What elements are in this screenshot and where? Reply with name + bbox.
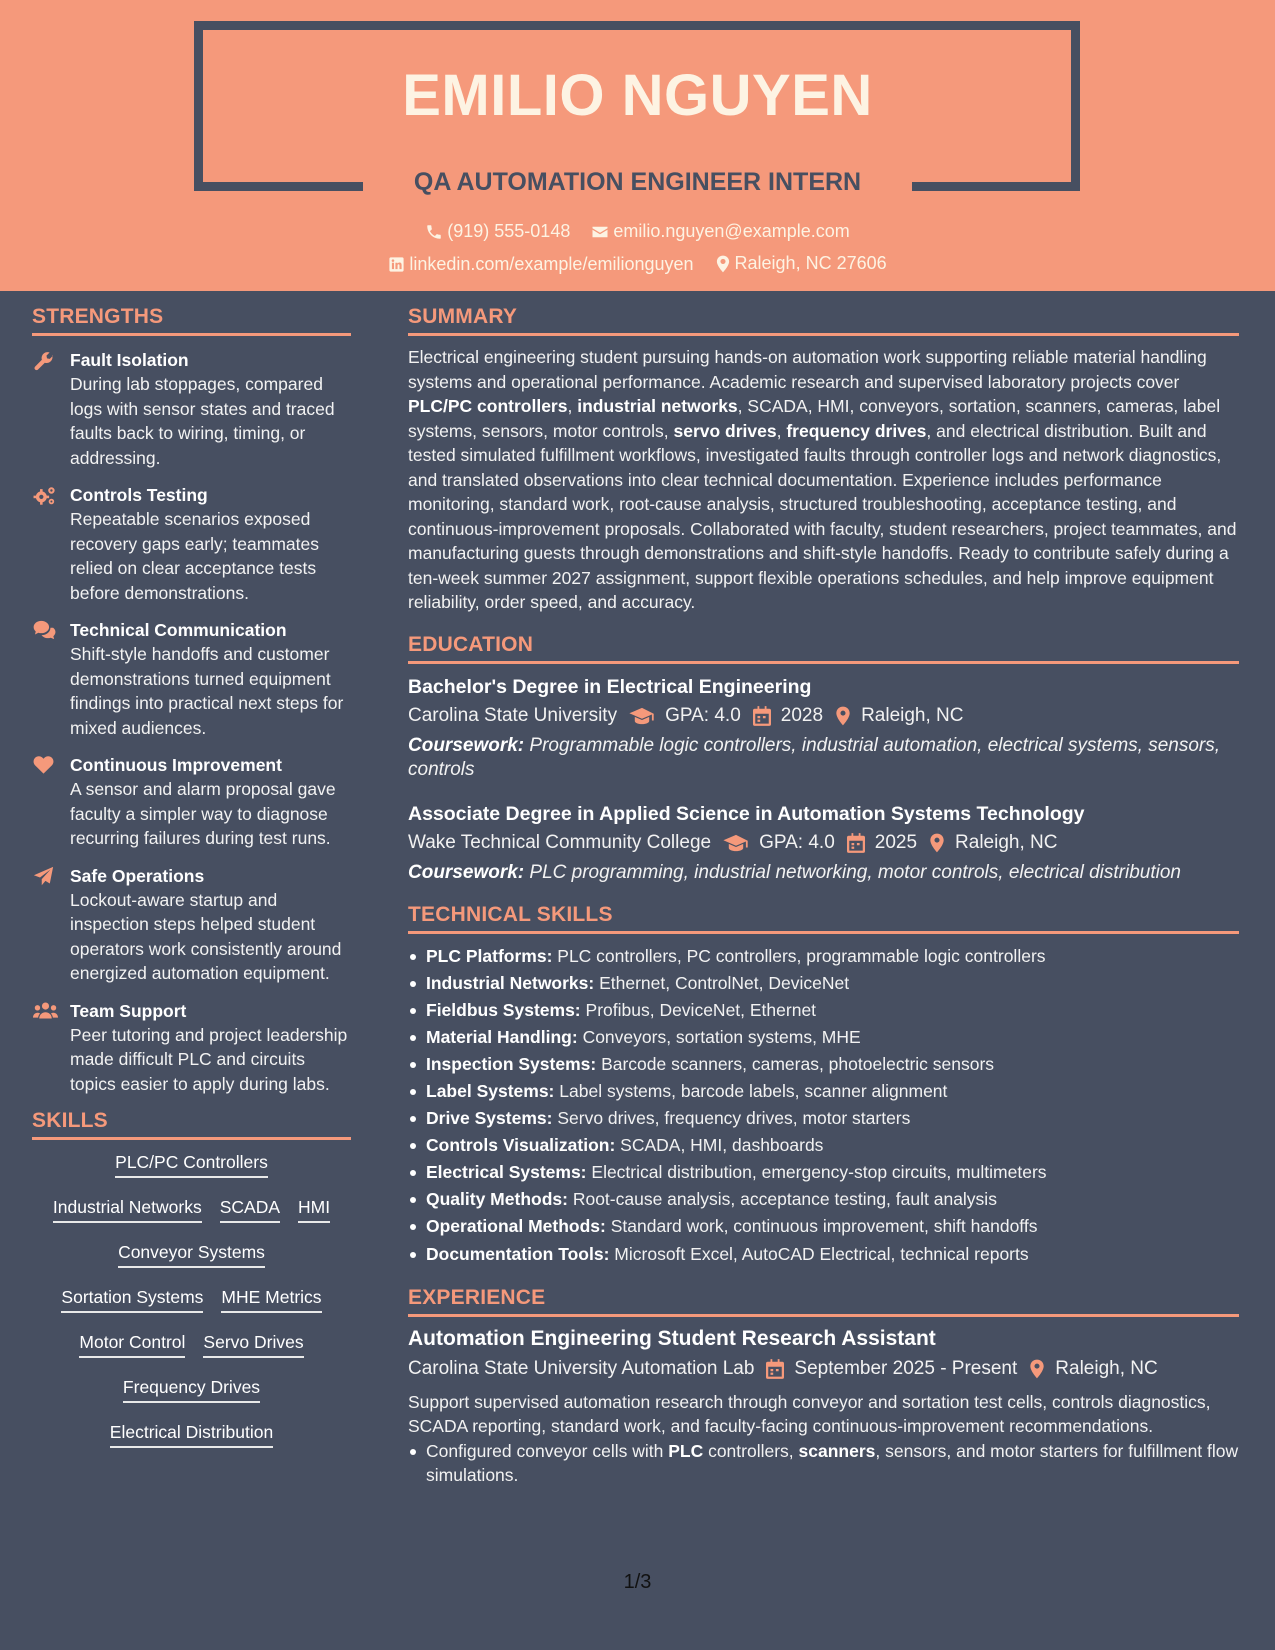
- skill-tag: Conveyor Systems: [118, 1242, 265, 1268]
- coursework: Coursework: PLC programming, industrial networking, motor controls, electrical distribution: [408, 861, 1181, 883]
- list-item: Drive Systems: Servo drives, frequency drives, motor starters: [408, 1105, 1239, 1132]
- technical-skills-list: [408, 943, 1239, 1268]
- summary-text: Electrical engineering student pursuing hands-on automation work supporting reliable material handling systems and operational performance. Academic research and supervised laboratory projects cover PLC/PC controllers, industrial networks, SCADA, HMI, conveyors, sortation, scanners, cameras, label systems, sensors, motor controls, servo drives, frequency drives, and electrical distribution. Built and tested simulated fulfillment workflows, investigated faults through controller logs and network diagnostics, and translated observations into clear technical documentation. Experience includes performance monitoring, standard work, root-cause analysis, structured troubleshooting, acceptance testing, and continuous-improvement proposals. Collaborated with faculty, student researchers, project teammates, and manufacturing guests through demonstrations and shift-style handoffs. Ready to contribute safely during a ten-week summer 2027 assignment, support flexible operations schedules, and help improve equipment reliability, order speed, and accuracy.: [408, 347, 1237, 612]
- skill-tag: Industrial Networks: [53, 1197, 202, 1223]
- employer: Carolina State University Automation Lab: [408, 1357, 755, 1379]
- skill-tag: Servo Drives: [203, 1332, 303, 1358]
- grad-year: 2025: [874, 831, 918, 853]
- experience-heading: EXPERIENCE: [408, 1286, 1239, 1317]
- list-item: Quality Methods: Root-cause analysis, acceptance testing, fault analysis: [408, 1186, 1239, 1213]
- strength-desc: Lockout-aware startup and inspection steps helped student operators work consistently around energized automation equipment.: [70, 889, 342, 983]
- strength-desc: Repeatable scenarios exposed recovery gaps early; teammates relied on clear acceptance tests before demonstrations.: [70, 509, 319, 603]
- email-text: emilio.nguyen@example.com: [613, 221, 850, 241]
- technical-skills-heading: TECHNICAL SKILLS: [408, 903, 1239, 934]
- school-location: Raleigh, NC: [955, 831, 1058, 853]
- skill-tag: SCADA: [220, 1197, 280, 1223]
- main-column: [408, 305, 1239, 1488]
- calendar-icon: [753, 706, 771, 726]
- skill-tag: Electrical Distribution: [110, 1422, 273, 1448]
- list-item: Configured conveyor cells with PLC controllers, scanners, sensors, and motor starters for fulfillment flow simulations.: [408, 1439, 1239, 1488]
- comments-icon: [33, 620, 57, 640]
- envelope-icon: [591, 223, 609, 241]
- education-entry: [408, 800, 1239, 885]
- school-name: Carolina State University: [408, 704, 618, 726]
- skill-tags: [32, 1152, 351, 1467]
- contact-line-1: [0, 221, 1275, 246]
- graduation-cap-icon: [629, 707, 655, 725]
- skill-tag: Frequency Drives: [123, 1377, 260, 1403]
- heart-icon: [33, 755, 54, 774]
- location-contact: [715, 253, 887, 274]
- list-item: Documentation Tools: Microsoft Excel, AutoCAD Electrical, technical reports: [408, 1241, 1239, 1268]
- skill-tag: PLC/PC Controllers: [115, 1152, 268, 1178]
- linkedin-text: linkedin.com/example/emilionguyen: [409, 253, 694, 274]
- strength-title: Team Support: [70, 1000, 187, 1021]
- summary-heading: SUMMARY: [408, 305, 1239, 336]
- strength-desc: During lab stoppages, compared logs with sensor states and traced faults back to wiring, timing, or addressing.: [70, 374, 335, 468]
- job-dates: September 2025 - Present: [794, 1357, 1018, 1379]
- strength-title: Safe Operations: [70, 865, 205, 886]
- strength-title: Continuous Improvement: [70, 755, 282, 775]
- list-item: Label Systems: Label systems, barcode labels, scanner alignment: [408, 1078, 1239, 1105]
- list-item: PLC Platforms: PLC controllers, PC controllers, programmable logic controllers: [408, 943, 1239, 970]
- education-meta: [408, 828, 1239, 858]
- page-number: 1/3: [623, 1571, 652, 1593]
- education-meta: [408, 701, 1239, 731]
- coursework: Coursework: Programmable logic controllers, industrial automation, electrical systems, sensors, controls: [408, 734, 1221, 780]
- list-item: Inspection Systems: Barcode scanners, cameras, photoelectric sensors: [408, 1051, 1239, 1078]
- candidate-role: QA AUTOMATION ENGINEER INTERN: [413, 168, 862, 196]
- degree-title: Bachelor's Degree in Electrical Engineering: [408, 675, 812, 698]
- list-item: Fieldbus Systems: Profibus, DeviceNet, Ethernet: [408, 997, 1239, 1024]
- job-meta: [408, 1354, 1239, 1384]
- strength-item: [32, 348, 351, 470]
- strength-desc: Shift-style handoffs and customer demonstrations turned equipment findings into practical next steps for mixed audiences.: [70, 644, 344, 738]
- strength-item: [32, 999, 351, 1097]
- school-location: Raleigh, NC: [861, 704, 964, 726]
- education-heading: EDUCATION: [408, 633, 1239, 664]
- gpa: GPA: 4.0: [759, 831, 835, 853]
- job-title: Automation Engineering Student Research Assistant: [408, 1326, 936, 1350]
- map-pin-icon: [835, 706, 851, 726]
- paper-plane-icon: [33, 866, 54, 887]
- strength-item: [32, 753, 351, 851]
- phone-contact[interactable]: [425, 221, 570, 242]
- linkedin-contact[interactable]: [388, 254, 693, 275]
- map-pin-icon: [1029, 1359, 1045, 1379]
- skills-heading: SKILLS: [32, 1109, 351, 1140]
- job-location: Raleigh, NC: [1055, 1357, 1158, 1379]
- strength-desc: Peer tutoring and project leadership made difficult PLC and circuits topics easier to apply during labs.: [70, 1024, 348, 1094]
- resume-header: [0, 0, 1275, 291]
- email-contact[interactable]: [591, 221, 849, 242]
- users-icon: [33, 1001, 58, 1020]
- strength-title: Fault Isolation: [70, 350, 189, 370]
- sidebar: [32, 305, 351, 1467]
- strength-item: [32, 864, 351, 986]
- contact-line-2: [0, 253, 1275, 278]
- wrench-icon: [33, 350, 55, 372]
- strengths-heading: STRENGTHS: [32, 305, 351, 336]
- location-text: Raleigh, NC 27606: [734, 253, 887, 273]
- candidate-name: EMILIO NGUYEN: [402, 63, 873, 128]
- skill-tag: HMI: [298, 1197, 330, 1223]
- linkedin-icon: [388, 256, 405, 273]
- list-item: Operational Methods: Standard work, continuous improvement, shift handoffs: [408, 1213, 1239, 1240]
- skill-tag: Sortation Systems: [61, 1287, 203, 1313]
- skill-tag: Motor Control: [79, 1332, 185, 1358]
- education-entry: [408, 673, 1239, 782]
- strength-desc: A sensor and alarm proposal gave faculty a simpler way to diagnose recurring failures during test runs.: [70, 779, 336, 848]
- strength-title: Technical Communication: [70, 620, 287, 640]
- phone-text: (919) 555-0148: [447, 221, 571, 241]
- list-item: Controls Visualization: SCADA, HMI, dashboards: [408, 1132, 1239, 1159]
- strength-item: [32, 483, 351, 605]
- map-pin-icon: [929, 833, 945, 853]
- calendar-icon: [847, 833, 865, 853]
- list-item: Material Handling: Conveyors, sortation systems, MHE: [408, 1024, 1239, 1051]
- map-pin-icon: [715, 255, 731, 273]
- phone-icon: [425, 223, 443, 241]
- calendar-icon: [766, 1359, 784, 1379]
- job-description: Support supervised automation research through conveyor and sortation test cells, controls diagnostics, SCADA reporting, standard work, and faculty-facing continuous-improvement recommendations.: [408, 1391, 1211, 1437]
- graduation-cap-icon: [723, 834, 749, 852]
- strength-title: Controls Testing: [70, 485, 208, 505]
- grad-year: 2028: [780, 704, 824, 726]
- degree-title: Associate Degree in Applied Science in Automation Systems Technology: [408, 802, 1085, 825]
- school-name: Wake Technical Community College: [408, 831, 712, 853]
- strengths-list: [32, 348, 351, 1096]
- strength-item: [32, 618, 351, 740]
- job-bullets: [408, 1439, 1239, 1488]
- list-item: Electrical Systems: Electrical distribution, emergency-stop circuits, multimeters: [408, 1159, 1239, 1186]
- gears-icon: [33, 485, 57, 507]
- gpa: GPA: 4.0: [665, 704, 741, 726]
- skill-tag: MHE Metrics: [221, 1287, 321, 1313]
- list-item: Industrial Networks: Ethernet, ControlNet, DeviceNet: [408, 970, 1239, 997]
